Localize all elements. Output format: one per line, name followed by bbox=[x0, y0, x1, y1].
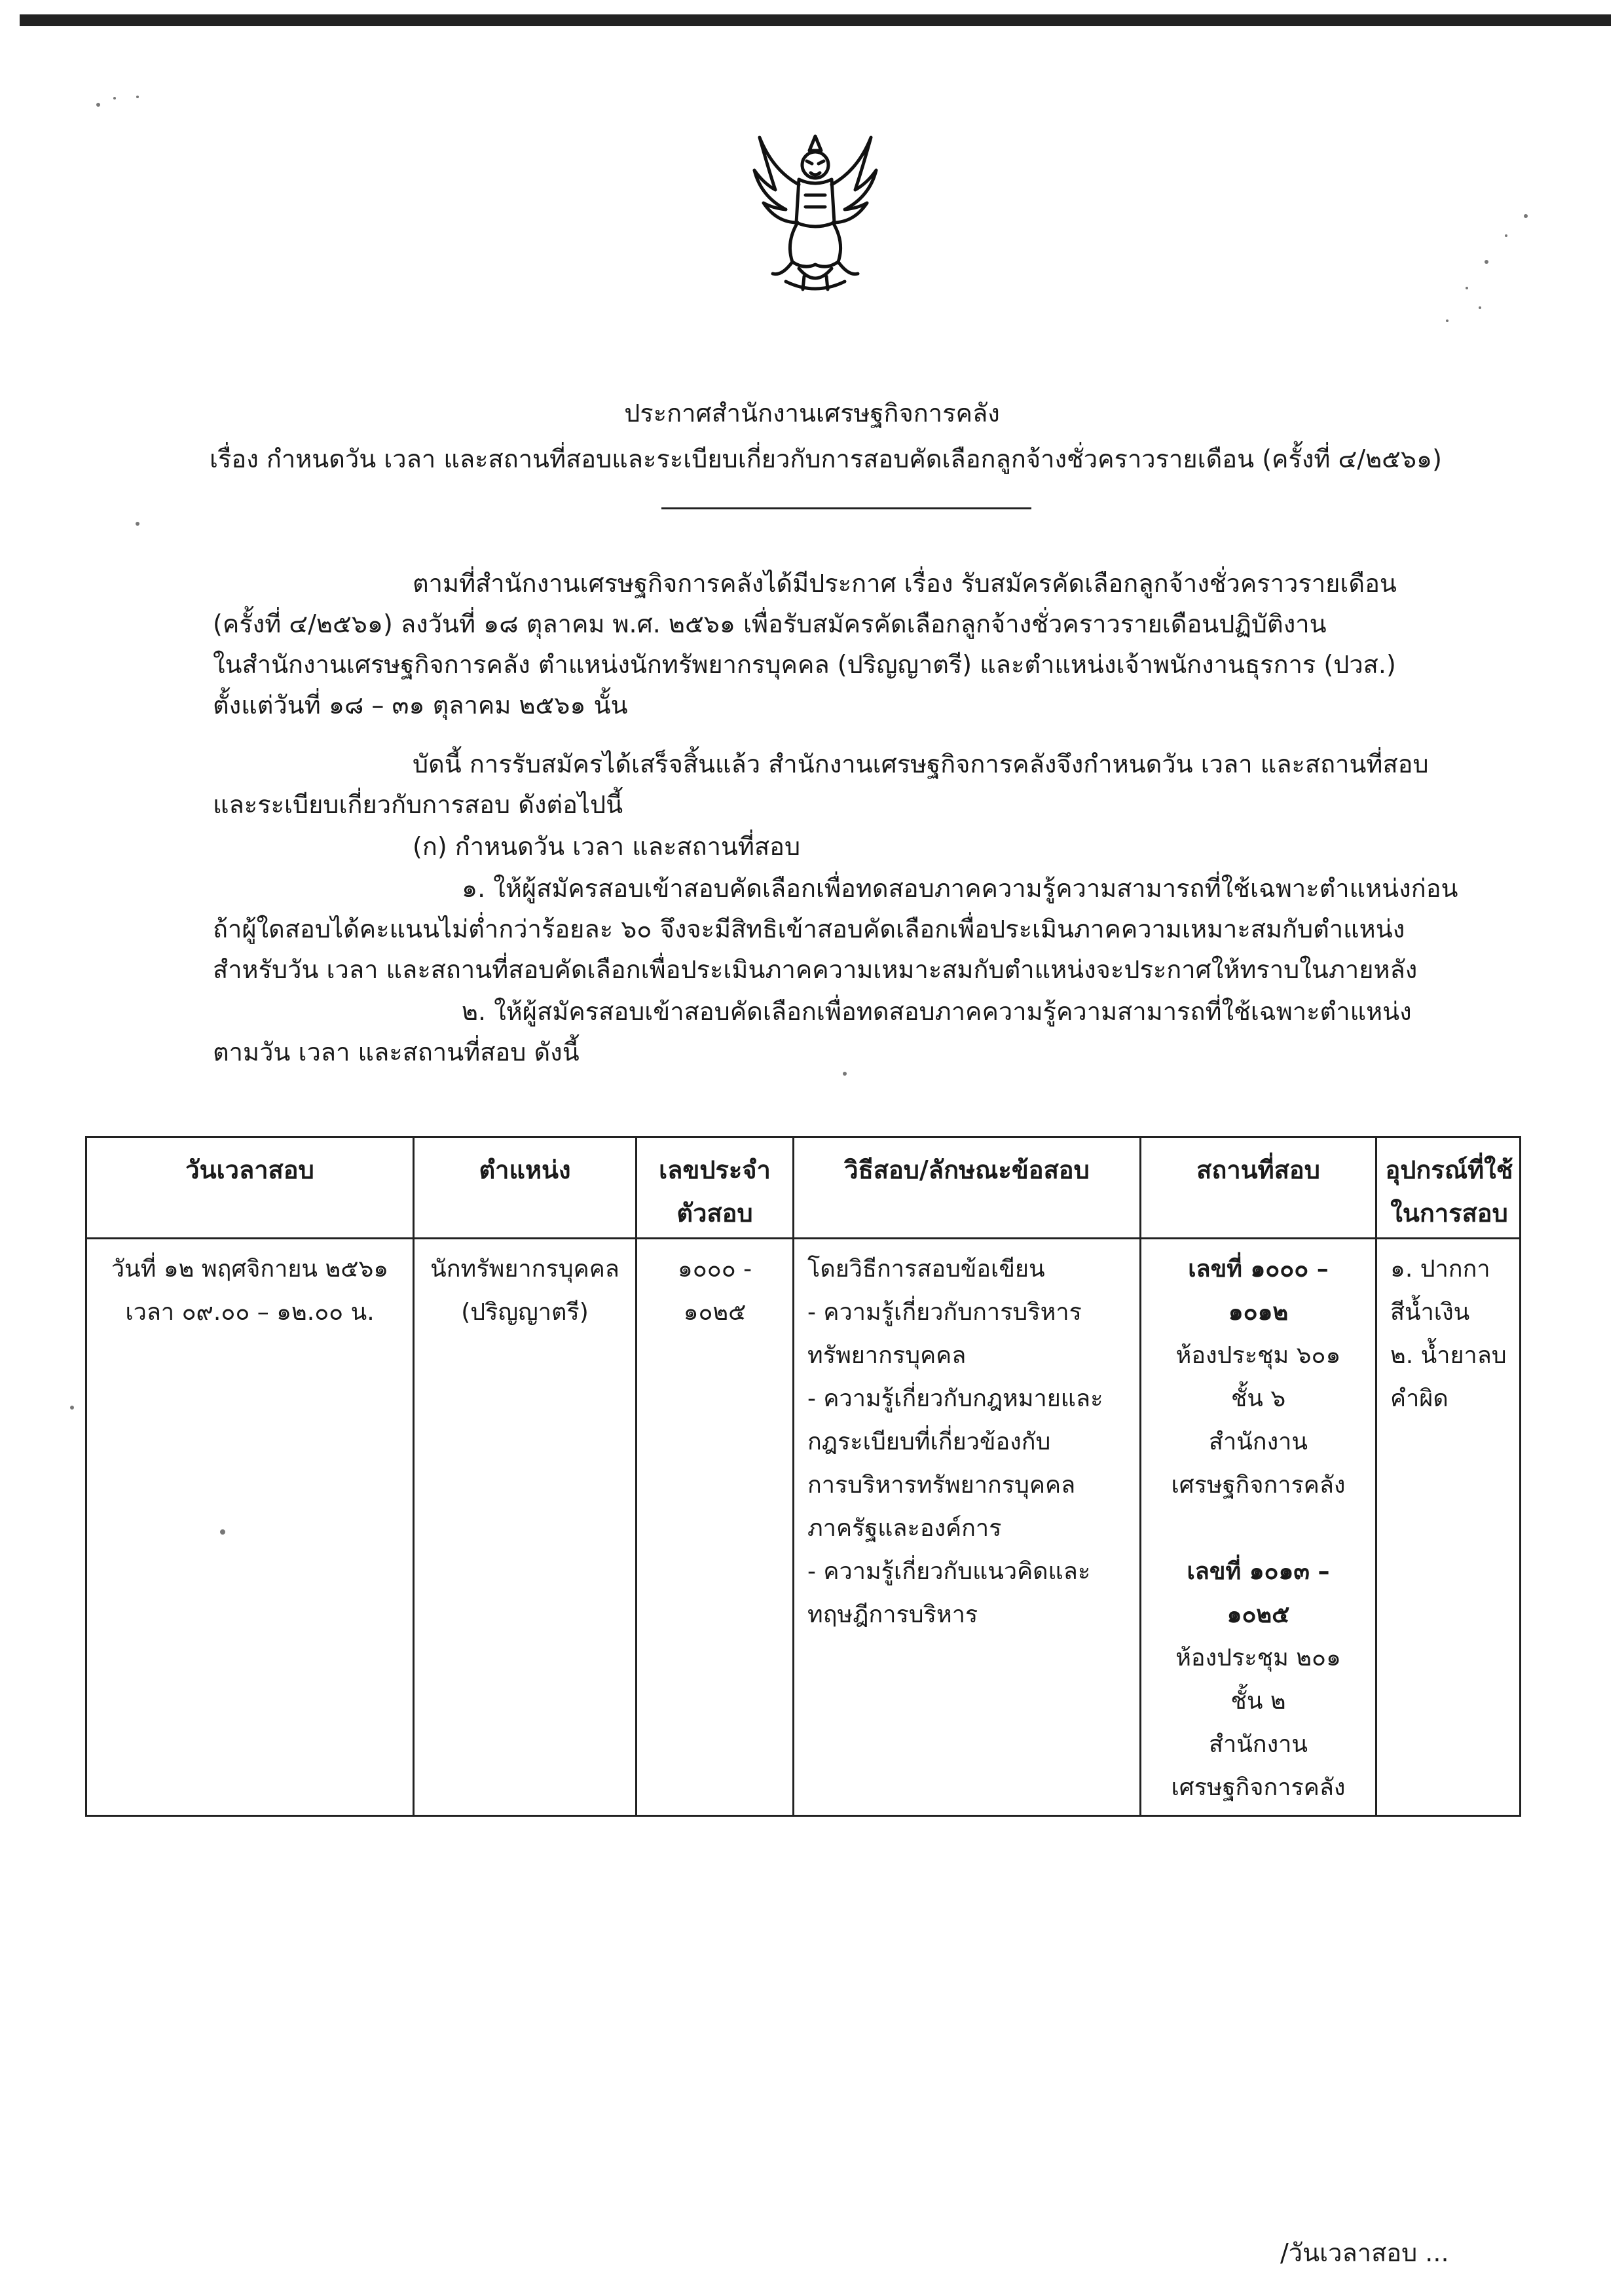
cell-line: ๑๐๐๐ - bbox=[677, 1256, 752, 1283]
cell-venue bbox=[1141, 1248, 1375, 1810]
cell-line: ทรัพยากรบุคคล bbox=[807, 1342, 967, 1369]
table-header-divider bbox=[87, 1237, 1519, 1239]
cell-line: ๑. ปากกา bbox=[1390, 1256, 1490, 1283]
header-position: ตำแหน่ง bbox=[479, 1156, 571, 1184]
paragraph-line: ตั้งแต่วันที่ ๑๘ – ๓๑ ตุลาคม ๒๕๖๑ นั้น bbox=[213, 691, 628, 720]
cell-spacer bbox=[1141, 1507, 1375, 1550]
announcement-subject: เรื่อง กำหนดวัน เวลา และสถานที่สอบและระเบียบเกี่ยวกับการสอบคัดเลือกลูกจ้างชั่วคราวรายเดือน (ครั้งที่ ๔/๒๕๖๑) bbox=[210, 445, 1442, 473]
cell-line: ภาครัฐและองค์การ bbox=[807, 1515, 1002, 1542]
cell-line: - ความรู้เกี่ยวกับการบริหาร bbox=[807, 1299, 1082, 1326]
table-column-divider bbox=[1375, 1138, 1377, 1815]
cell-line: เวลา ๐๙.๐๐ – ๑๒.๐๐ น. bbox=[125, 1299, 375, 1326]
item-2-line: ๒. ให้ผู้สมัครสอบเข้าสอบคัดเลือกเพื่อทดสอบภาคความรู้ความสามารถที่ใช้เฉพาะตำแหน่ง bbox=[462, 997, 1412, 1026]
cell-line: สีน้ำเงิน bbox=[1390, 1299, 1470, 1326]
cell-line: สำนักงาน bbox=[1209, 1429, 1308, 1455]
cell-line: เลขที่ ๑๐๑๓ – bbox=[1187, 1558, 1330, 1585]
continuation-note: /วันเวลาสอบ ... bbox=[1280, 2238, 1449, 2267]
table-column-divider bbox=[792, 1138, 794, 1815]
cell-line: ชั้น ๒ bbox=[1230, 1688, 1286, 1715]
item-1-line: สำหรับวัน เวลา และสถานที่สอบคัดเลือกเพื่อประเมินภาคความเหมาะสมกับตำแหน่งจะประกาศให้ทราบในภายหลัง bbox=[213, 955, 1418, 984]
table-column-divider bbox=[635, 1138, 637, 1815]
scan-top-edge bbox=[20, 14, 1611, 26]
cell-line: - ความรู้เกี่ยวกับกฎหมายและ bbox=[807, 1385, 1103, 1412]
cell-line: - ความรู้เกี่ยวกับแนวคิดและ bbox=[807, 1558, 1091, 1585]
section-heading-a: (ก) กำหนดวัน เวลา และสถานที่สอบ bbox=[413, 832, 801, 861]
item-2-line: ตามวัน เวลา และสถานที่สอบ ดังนี้ bbox=[213, 1038, 580, 1066]
cell-line: ๑๐๒๕ bbox=[683, 1299, 747, 1326]
cell-line: ห้องประชุม ๖๐๑ bbox=[1175, 1342, 1341, 1369]
cell-line: เศรษฐกิจการคลัง bbox=[1171, 1472, 1346, 1499]
cell-line: (ปริญญาตรี) bbox=[461, 1299, 589, 1326]
cell-line: เลขที่ ๑๐๐๐ – bbox=[1188, 1256, 1329, 1283]
cell-position bbox=[415, 1248, 635, 1334]
cell-line: เศรษฐกิจการคลัง bbox=[1171, 1774, 1346, 1801]
cell-datetime bbox=[87, 1248, 413, 1334]
cell-line: ทฤษฎีการบริหาร bbox=[807, 1601, 978, 1628]
cell-method bbox=[807, 1248, 1135, 1637]
item-1-line: ถ้าผู้ใดสอบได้คะแนนไม่ต่ำกว่าร้อยละ ๖๐ จึงจะมีสิทธิเข้าสอบคัดเลือกเพื่อประเมินภาคความเหมาะสมกับตำแหน่ง bbox=[213, 915, 1405, 943]
item-1-line: ๑. ให้ผู้สมัครสอบเข้าสอบคัดเลือกเพื่อทดสอบภาคความรู้ความสามารถที่ใช้เฉพาะตำแหน่งก่อน bbox=[462, 874, 1458, 903]
header-datetime: วันเวลาสอบ bbox=[185, 1156, 314, 1184]
table-column-divider bbox=[413, 1138, 415, 1815]
cell-line: ชั้น ๖ bbox=[1230, 1385, 1286, 1412]
cell-line: ๑๐๒๕ bbox=[1227, 1601, 1290, 1628]
cell-line: การบริหารทรัพยากรบุคคล bbox=[807, 1472, 1076, 1499]
cell-equipment bbox=[1390, 1248, 1518, 1421]
header-seat-number-line1: เลขประจำ bbox=[659, 1156, 771, 1184]
header-equipment-line1: อุปกรณ์ที่ใช้ bbox=[1385, 1156, 1513, 1184]
cell-line: ๒. น้ำยาลบ bbox=[1390, 1342, 1507, 1369]
cell-line: ๑๐๑๒ bbox=[1228, 1299, 1289, 1326]
header-seat-number-line2: ตัวสอบ bbox=[676, 1199, 753, 1228]
paragraph-line: และระเบียบเกี่ยวกับการสอบ ดังต่อไปนี้ bbox=[213, 790, 623, 819]
garuda-emblem bbox=[747, 124, 884, 301]
cell-line: วันที่ ๑๒ พฤศจิกายน ๒๕๖๑ bbox=[111, 1256, 389, 1283]
header-method: วิธีสอบ/ลักษณะข้อสอบ bbox=[844, 1156, 1090, 1184]
title-divider bbox=[661, 507, 1031, 509]
cell-line: คำผิด bbox=[1390, 1385, 1449, 1412]
paragraph-line: ในสำนักงานเศรษฐกิจการคลัง ตำแหน่งนักทรัพยากรบุคคล (ปริญญาตรี) และตำแหน่งเจ้าพนักงานธุรการ (ปวส.) bbox=[213, 650, 1396, 679]
announcement-title: ประกาศสำนักงานเศรษฐกิจการคลัง bbox=[624, 399, 1000, 428]
header-venue: สถานที่สอบ bbox=[1196, 1156, 1320, 1184]
cell-line: ห้องประชุม ๒๐๑ bbox=[1175, 1645, 1341, 1671]
cell-line: นักทรัพยากรบุคคล bbox=[430, 1256, 619, 1283]
cell-line: สำนักงาน bbox=[1209, 1731, 1308, 1758]
paragraph-line: (ครั้งที่ ๔/๒๕๖๑) ลงวันที่ ๑๘ ตุลาคม พ.ศ. ๒๕๖๑ เพื่อรับสมัครคัดเลือกลูกจ้างชั่วคราวรายเดือนปฏิบัติงาน bbox=[213, 610, 1327, 638]
exam-schedule-table bbox=[85, 1136, 1521, 1817]
header-equipment-line2: ในการสอบ bbox=[1390, 1199, 1508, 1228]
paragraph-line: ตามที่สำนักงานเศรษฐกิจการคลังได้มีประกาศ เรื่อง รับสมัครคัดเลือกลูกจ้างชั่วคราวรายเดือน bbox=[413, 569, 1397, 598]
paragraph-line: บัดนี้ การรับสมัครได้เสร็จสิ้นแล้ว สำนักงานเศรษฐกิจการคลังจึงกำหนดวัน เวลา และสถานที่สอบ bbox=[413, 750, 1429, 778]
cell-seat-range bbox=[637, 1248, 792, 1334]
cell-line: กฎระเบียบที่เกี่ยวข้องกับ bbox=[807, 1429, 1051, 1455]
cell-line: โดยวิธีการสอบข้อเขียน bbox=[807, 1256, 1045, 1283]
